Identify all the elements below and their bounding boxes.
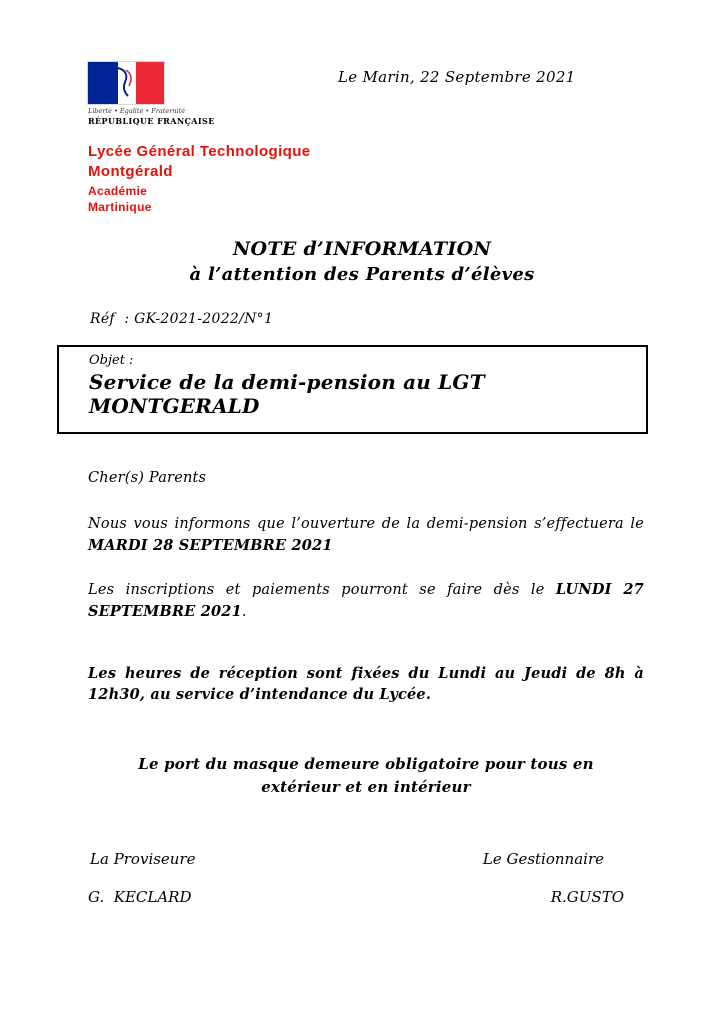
flag-white-stripe (118, 62, 136, 104)
paragraph-hours: Les heures de réception sont fixées du Lundi au Jeudi de 8h à 12h30, au service d’intendance du Lycée. (88, 665, 644, 704)
signature-name-left: G. KECLARD (88, 888, 192, 907)
school-name-line1: Lycée Général Technologique (88, 143, 311, 160)
subject-box (57, 345, 648, 434)
title-line2: à l’attention des Parents d’élèves (189, 264, 535, 286)
academy-line2: Martinique (88, 200, 152, 215)
signature-role-right: Le Gestionnaire (482, 850, 604, 869)
logo-motto: Liberté • Égalité • Fraternité (88, 107, 186, 115)
paragraph-opening (88, 514, 644, 557)
signature-roles-row (90, 850, 604, 868)
date-line: Le Marin, 22 Septembre 2021 (338, 68, 576, 86)
document-title (0, 238, 724, 285)
salutation: Cher(s) Parents (88, 470, 207, 487)
academy-line1: Académie (88, 183, 148, 198)
paragraph-inscriptions-suffix: . (241, 604, 247, 621)
reference-line: Réf : GK-2021-2022/N°1 (90, 311, 274, 328)
paragraph-opening-text: Nous vous informons que l’ouverture de la demi-pension s’effectuera le (88, 516, 644, 533)
paragraph-inscriptions (88, 579, 644, 623)
header (0, 0, 724, 126)
title-line1: NOTE d’INFORMATION (232, 238, 492, 261)
school-identity-block (88, 142, 724, 216)
republique-francaise-logo (88, 62, 215, 126)
signature-role-left: La Proviseure (90, 850, 196, 869)
letter-body (88, 470, 644, 798)
paragraph-inscriptions-text: Les inscriptions et paiements pourront se faire dès le (88, 582, 556, 599)
school-name-line2: Montgérald (88, 163, 173, 181)
mask-notice: Le port du masque demeure obligatoire pour tous en extérieur et en intérieur (138, 755, 594, 796)
paragraph-inscriptions-date: LUNDI 27 SEPTEMBRE 2021 (88, 581, 644, 621)
marianne-icon (112, 66, 142, 100)
paragraph-opening-date: MARDI 28 SEPTEMBRE 2021 (88, 537, 333, 555)
subject-label: Objet : (89, 353, 134, 369)
subject-text: Service de la demi-pension au LGT MONTGERALD (89, 370, 485, 419)
signature-name-right: R.GUSTO (550, 888, 624, 907)
signature-names-row (88, 888, 624, 906)
french-flag-icon (88, 62, 164, 104)
logo-republic-label: RÉPUBLIQUE FRANÇAISE (88, 116, 215, 126)
